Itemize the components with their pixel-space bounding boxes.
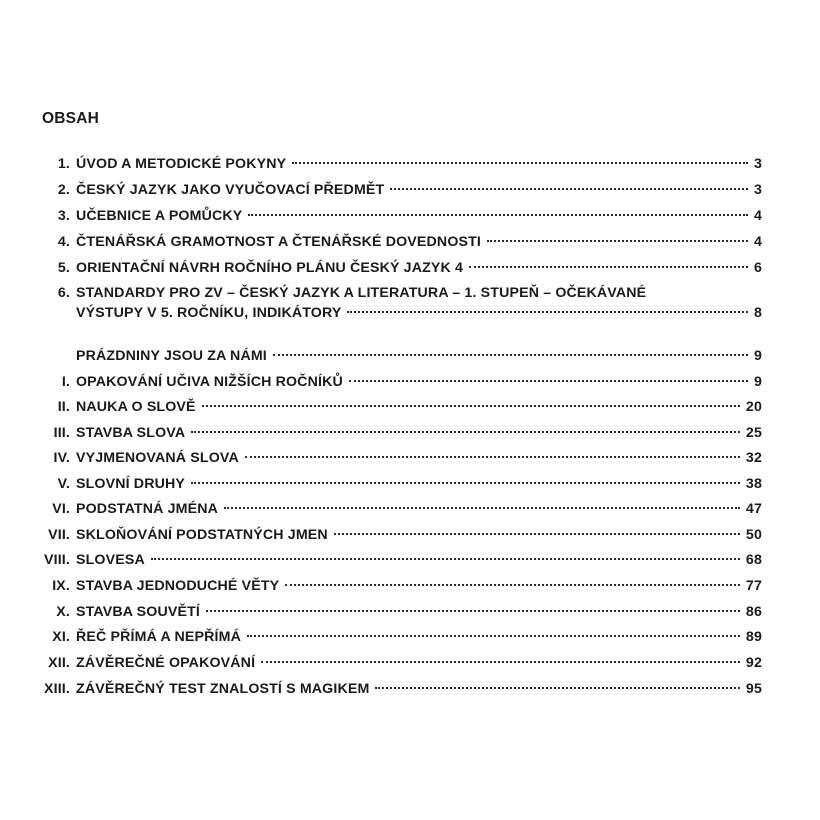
toc-dot-leader <box>285 584 740 586</box>
toc-entry-title: STANDARDY PRO ZV – ČESKÝ JAZYK A LITERATURA – 1. STUPEŇ – OČEKÁVANÉ <box>76 285 647 301</box>
toc-dot-leader <box>247 635 740 637</box>
toc-entry-body <box>76 525 762 545</box>
toc-entry-title: STAVBA SOUVĚTÍ <box>76 604 201 620</box>
toc-title: OBSAH <box>42 110 99 127</box>
toc-dot-leader <box>248 214 748 216</box>
toc-entry-body <box>76 474 762 494</box>
toc-entry-body <box>76 372 762 392</box>
toc-entry-number: VIII. <box>44 552 70 568</box>
toc-entry-body <box>76 499 762 519</box>
toc-entry-body <box>76 346 762 366</box>
toc-entry-number: VI. <box>52 501 70 517</box>
toc-entry-body <box>76 550 762 570</box>
toc-entry-line <box>76 180 762 200</box>
toc-entry-body <box>76 154 762 174</box>
toc-entry-title: STAVBA SLOVA <box>76 425 186 441</box>
toc-entry-number: V. <box>57 476 70 492</box>
toc-entry-title: NAUKA O SLOVĚ <box>76 399 196 415</box>
toc-dot-leader <box>261 661 740 663</box>
toc-entry-line <box>76 627 762 647</box>
toc-entry-page-number: 3 <box>753 182 762 198</box>
toc-entry-page-number: 9 <box>753 374 762 390</box>
toc-entry-number: VII. <box>48 527 70 543</box>
toc-entry-body <box>76 258 762 278</box>
toc-entry-line <box>76 499 762 519</box>
toc-entry-body <box>76 576 762 596</box>
toc-entry-title: PRÁZDNINY JSOU ZA NÁMI <box>76 348 267 364</box>
toc-entry-page-number: 38 <box>745 476 762 492</box>
toc-entry-number: 2. <box>57 182 70 198</box>
toc-entry-page-number: 68 <box>745 552 762 568</box>
toc-dot-leader <box>206 610 740 612</box>
toc-entry-body <box>76 206 762 226</box>
toc-entry-line <box>76 232 762 252</box>
toc-dot-leader <box>347 311 747 313</box>
toc-entry-page-number: 47 <box>745 501 762 517</box>
toc-entry-line <box>76 525 762 545</box>
toc-entry-line <box>76 679 762 699</box>
toc-entry-page-number: 25 <box>745 425 762 441</box>
toc-entry-body <box>76 653 762 673</box>
toc-entry-title: SKLOŇOVÁNÍ PODSTATNÝCH JMEN <box>76 527 328 543</box>
toc-entry-number: 4. <box>57 234 70 250</box>
toc-entry-page-number: 92 <box>745 655 762 671</box>
toc-entry-line <box>76 397 762 417</box>
toc-entry-number: 1. <box>57 156 70 172</box>
toc-entry-title: ČESKÝ JAZYK JAKO VYUČOVACÍ PŘEDMĚT <box>76 182 385 198</box>
toc-entry-number: II. <box>57 399 70 415</box>
toc-entry-number: XI. <box>52 629 70 645</box>
toc-dot-leader <box>334 533 740 535</box>
toc-dot-leader <box>224 507 740 509</box>
toc-entry-title: SLOVNÍ DRUHY <box>76 476 186 492</box>
toc-entry-title: STAVBA JEDNODUCHÉ VĚTY <box>76 578 280 594</box>
toc-entry-page-number: 50 <box>745 527 762 543</box>
toc-entry-number: 5. <box>57 260 70 276</box>
toc-entry-number: XII. <box>48 655 70 671</box>
toc-entry-body <box>76 423 762 443</box>
toc-entry-page-number: 4 <box>753 208 762 224</box>
toc-entry-page-number: 32 <box>745 450 762 466</box>
toc-dot-leader <box>191 482 740 484</box>
toc-entry-number: IX. <box>52 578 70 594</box>
toc-entry-title: VÝSTUPY V 5. ROČNÍKU, INDIKÁTORY <box>76 305 342 321</box>
toc-entry-body <box>76 679 762 699</box>
toc-entry-page-number: 6 <box>753 260 762 276</box>
toc-entry-line <box>76 346 762 366</box>
toc-entry-page-number: 3 <box>753 156 762 172</box>
toc-entry-body <box>76 602 762 622</box>
toc-entry-page-number: 77 <box>745 578 762 594</box>
toc-entry-title: UČEBNICE A POMŮCKY <box>76 208 243 224</box>
toc-entry-page-number: 95 <box>745 681 762 697</box>
toc-dot-leader <box>375 687 739 689</box>
toc-entry-title: ŘEČ PŘÍMÁ A NEPŘÍMÁ <box>76 629 241 645</box>
toc-dot-leader <box>245 456 740 458</box>
toc-entry-page-number: 9 <box>753 348 762 364</box>
toc-entry-line <box>76 576 762 596</box>
toc-entry-number: XIII. <box>44 681 70 697</box>
toc-entry-body <box>76 397 762 417</box>
toc-entry-page-number: 86 <box>745 604 762 620</box>
toc-entry-line <box>76 258 762 278</box>
toc-entry-number: IV. <box>53 450 70 466</box>
toc-entry-number: 6. <box>57 285 70 301</box>
toc-entry-title: SLOVESA <box>76 552 145 568</box>
toc-dot-leader <box>487 240 748 242</box>
toc-entry-title: ZÁVĚREČNÉ OPAKOVÁNÍ <box>76 655 256 671</box>
toc-entry-number: I. <box>61 374 70 390</box>
toc-entry-page-number: 8 <box>753 305 762 321</box>
toc-entry-title: PODSTATNÁ JMÉNA <box>76 501 219 517</box>
toc-dot-leader <box>202 405 740 407</box>
toc-dot-leader <box>273 354 748 356</box>
toc-entry-title: ÚVOD A METODICKÉ POKYNY <box>76 156 287 172</box>
toc-entry-line <box>76 423 762 443</box>
toc-entry-title: VYJMENOVANÁ SLOVA <box>76 450 239 466</box>
toc-dot-leader <box>191 431 740 433</box>
toc-entry-title: ORIENTAČNÍ NÁVRH ROČNÍHO PLÁNU ČESKÝ JAZYK 4 <box>76 260 464 276</box>
toc-entry-number: 3. <box>57 208 70 224</box>
toc-entry-title: OPAKOVÁNÍ UČIVA NIŽŠÍCH ROČNÍKŮ <box>76 374 343 390</box>
toc-entry-number: III. <box>53 425 70 441</box>
toc-entry-line <box>76 448 762 468</box>
toc-dot-leader <box>469 266 748 268</box>
toc-entry-body <box>76 627 762 647</box>
toc-entry-page-number: 4 <box>753 234 762 250</box>
toc-entry-line <box>76 653 762 673</box>
toc-entry-body <box>76 232 762 252</box>
toc-entry-line <box>76 303 762 323</box>
toc-entry-title: ČTENÁŘSKÁ GRAMOTNOST A ČTENÁŘSKÉ DOVEDNOSTI <box>76 234 482 250</box>
toc-dot-leader <box>151 558 740 560</box>
toc-entry-line <box>76 206 762 226</box>
toc-entry-title: ZÁVĚREČNÝ TEST ZNALOSTÍ S MAGIKEM <box>76 681 370 697</box>
toc-dot-leader <box>390 188 748 190</box>
toc-entry-line <box>76 372 762 392</box>
toc-entry-body <box>76 283 762 323</box>
toc-entry-page-number: 20 <box>745 399 762 415</box>
toc-entry-line <box>76 154 762 174</box>
toc-dot-leader <box>292 162 748 164</box>
toc-entry-number: X. <box>56 604 70 620</box>
toc-entry-line <box>76 474 762 494</box>
toc-entry-line <box>76 283 762 303</box>
toc-entry-body <box>76 180 762 200</box>
toc-entry-line <box>76 550 762 570</box>
toc-entry-page-number: 89 <box>745 629 762 645</box>
toc-dot-leader <box>349 380 748 382</box>
toc-entry-body <box>76 448 762 468</box>
toc-entry-line <box>76 602 762 622</box>
